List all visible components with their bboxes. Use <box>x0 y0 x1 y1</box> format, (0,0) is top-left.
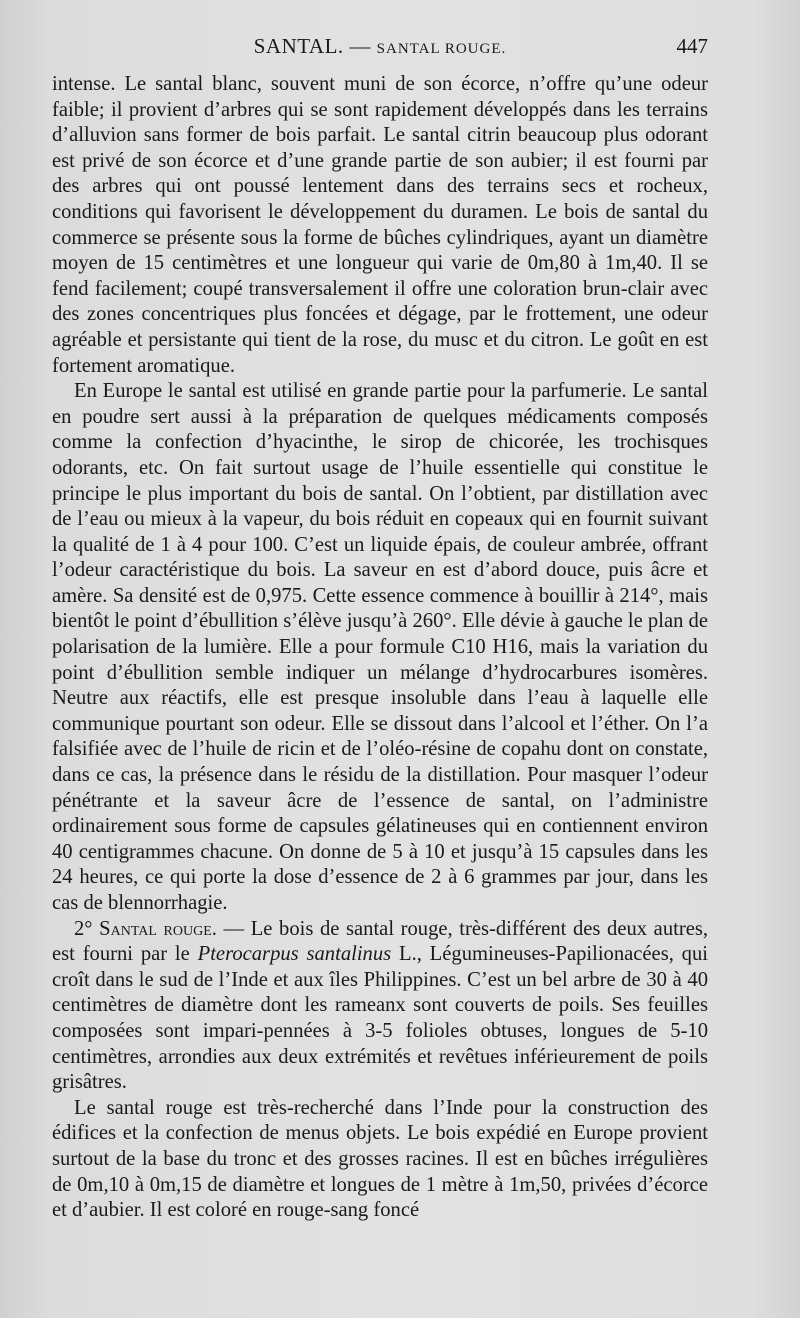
paragraph-4: Le santal rouge est très-recherché dans l’Inde pour la construction des édifices et la confection de menus objets. Le bois expédié en Europe provient surtout de la base du tronc et des grosses racines. Il est en bûches irrégulières de 0m,10 à 0m,15 de diamètre et longues de 1 mètre à 1m,50, privées d’écorce et d’aubier. Il est coloré en rouge-sang foncé <box>52 1096 708 1222</box>
running-title-dash: — <box>349 34 371 58</box>
body-text <box>52 72 708 1224</box>
paragraph-2: En Europe le santal est utilisé en grande partie pour la parfumerie. Le santal en poudre sert aussi à la préparation de quelques médicaments composés comme la confection d’hyacinthe, le sirop de chicorée, les trochisques odorants, etc. On fait surtout usage de l’huile essentielle qui constitue le principe le plus important du bois de santal. On l’obtient, par distillation avec de l’eau ou mieux à la vapeur, du bois réduit en copeaux qui en fournit suivant la qualité de 1 à 4 pour 100. C’est un liquide épais, de couleur ambrée, offrant l’odeur caractéristique du bois. La saveur en est d’abord douce, puis âcre et amère. Sa densité est de 0,975. Cette essence commence à bouillir à 214°, mais bientôt le point d’ébullition s’élève jusqu’à 260°. Elle dévie à gauche le plan de polarisation de la lumière. Elle a pour formule C10 H16, mais la variation du point d’ébullition semble indiquer un mélange d’hydrocarbures isomères. Neutre aux réactifs, elle est presque insoluble dans l’eau à laquelle elle communique pourtant son odeur. Elle se dissout dans l’alcool et l’éther. On l’a falsifiée avec de l’huile de ricin et de l’oléo-résine de copahu dont on constate, dans ce cas, la présence dans le résidu de la distillation. Pour masquer l’odeur pénétrante et la saveur âcre de l’essence de santal, on l’administre ordinairement sous forme de capsules gélatineuses qui en contiennent environ 40 centigrammes chacune. On donne de 5 à 10 et jusqu’à 15 capsules dans les 24 heures, ce qui porte la dose d’essence de 2 à 6 grammes par jour, dans les cas de blennorrhagie. <box>52 380 708 914</box>
section-heading: Santal rouge. <box>99 917 217 940</box>
paragraph-1: intense. Le santal blanc, souvent muni de son écorce, n’offre qu’une odeur faible; il provient d’arbres qui se sont rapidement développés dans les terrains d’alluvion sans former de bois parfait. Le santal citrin beaucoup plus odorant est privé de son écorce et d’une grande partie de son aubier; il est fourni par des arbres qui ont poussé lentement dans des terrains secs et rocheux, conditions qui favorisent le développement du duramen. Le bois de santal du commerce se présente sous la forme de bûches cylindriques, ayant un diamètre moyen de 15 centimètres et une longueur qui varie de 0m,80 à 1m,40. Il se fend facilement; coupé transversalement il offre une coloration brun-clair avec des zones concentriques plus foncées et dégage, par le frottement, une odeur agréable et persistante qui tient de la rose, du musc et du citron. Le goût en est fortement aromatique. <box>52 73 708 377</box>
running-title-sub: SANTAL ROUGE. <box>376 41 507 57</box>
running-title <box>52 34 708 59</box>
paragraph-3-part-b: L., Légumineuses-Papilionacées, qui croît dans le sud de l’Inde et aux îles Philippines. C’est un bel arbre de 30 à 40 centimètres de diamètre dont les rameanx sont couverts de poils. Ses feuilles composées sont impari-pennées à 3-5 folioles obtuses, longues de 5-10 centimètres, arrondies aux deux extrémités et revêtues inférieurement de poils grisâtres. <box>52 943 708 1094</box>
species-name: Pterocarpus santalinus <box>197 943 392 966</box>
page-number: 447 <box>676 34 708 58</box>
section-number: 2° <box>74 917 93 940</box>
paragraph-3 <box>52 917 708 1096</box>
paragraph-3-part-a: — Le bois de santal rouge, très-différent des deux autres, est fourni par le <box>52 917 708 966</box>
running-head <box>52 34 708 62</box>
running-title-main: SANTAL. <box>253 34 344 58</box>
